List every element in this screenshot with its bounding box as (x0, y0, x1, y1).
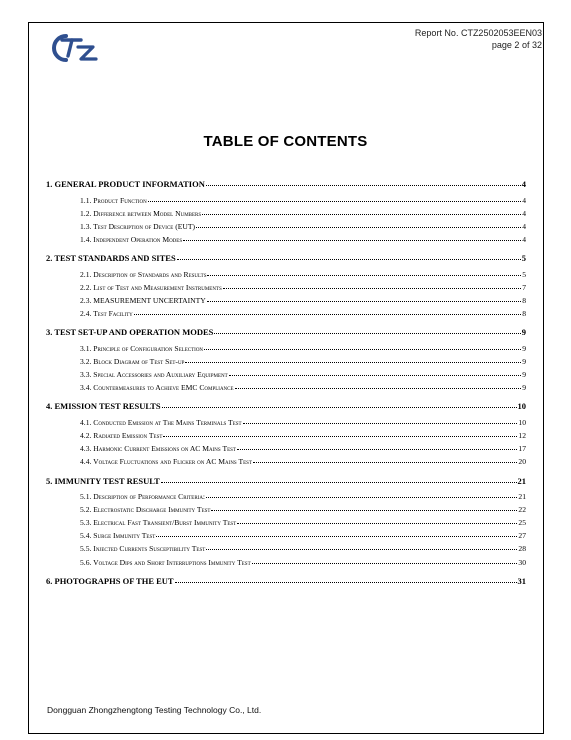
toc-leader-dots (163, 436, 517, 437)
toc-leader-dots (196, 227, 521, 228)
toc-subsection-entry[interactable] (80, 492, 526, 501)
toc-entry-page: 9 (521, 327, 526, 337)
toc-subsection-entry[interactable] (80, 431, 526, 440)
toc-leader-dots (223, 288, 521, 289)
toc-leader-dots (162, 407, 517, 408)
toc-leader-dots (161, 482, 517, 483)
toc-leader-dots (243, 423, 518, 424)
toc-entry-label: 2.2. List of Test and Measurement Instruments (80, 283, 222, 292)
toc-leader-dots (183, 240, 521, 241)
toc-entry-page: 5 (521, 253, 526, 263)
page-title: TABLE OF CONTENTS (203, 133, 368, 150)
footer-company: Dongguan Zhongzhengtong Testing Technology Co., Ltd. (47, 705, 262, 715)
toc-leader-dots (235, 388, 522, 389)
toc-leader-dots (148, 201, 522, 202)
toc-entry-page: 21 (518, 492, 526, 501)
toc-entry-label: 1.1. Product Function (80, 196, 147, 205)
toc-subsection-entry[interactable] (80, 418, 526, 427)
toc-subsection-entry[interactable] (80, 444, 526, 453)
toc-section-entry[interactable] (46, 401, 526, 411)
toc-subsection-entry[interactable] (80, 357, 526, 366)
toc-entry-label: 3.1. Principle of Configuration Selection (80, 344, 204, 353)
toc-subsection-entry[interactable] (80, 457, 526, 466)
toc-entry-label: 5.4. Surge Immunity Test (80, 531, 156, 540)
toc-entry-page: 17 (518, 444, 526, 453)
toc-entry-page: 28 (518, 544, 526, 553)
toc-leader-dots (206, 549, 517, 550)
toc-leader-dots (206, 497, 517, 498)
toc-entry-page: 4 (522, 209, 526, 218)
toc-leader-dots (207, 275, 521, 276)
toc-entry-page: 22 (518, 505, 526, 514)
toc-leader-dots (211, 510, 517, 511)
toc-entry-label: 5.6. Voltage Dips and Short Interruptions Immunity Test (80, 558, 251, 567)
toc-subsection-entry[interactable] (80, 222, 526, 231)
toc-subsection-entry[interactable] (80, 505, 526, 514)
toc-subsection-entry[interactable] (80, 296, 526, 305)
toc-entry-page: 25 (518, 518, 526, 527)
page-number (492, 40, 542, 51)
toc-subsection-entry[interactable] (80, 558, 526, 567)
toc-subsection-entry[interactable] (80, 344, 526, 353)
ctz-logo (48, 30, 100, 66)
toc-entry-label: 1. GENERAL PRODUCT INFORMATION (46, 179, 205, 189)
toc-entry-label: 4. EMISSION TEST RESULTS (46, 401, 161, 411)
toc-leader-dots (177, 259, 521, 260)
toc-entry-page: 9 (522, 383, 526, 392)
toc-entry-page: 4 (522, 235, 526, 244)
toc-entry-label: 1.2. Difference between Model Numbers (80, 209, 202, 218)
toc-leader-dots (237, 449, 517, 450)
toc-entry-page: 7 (522, 283, 526, 292)
toc-entry-page: 10 (518, 418, 526, 427)
toc-section-entry[interactable] (46, 576, 526, 586)
toc-leader-dots (185, 362, 521, 363)
toc-subsection-entry[interactable] (80, 383, 526, 392)
toc-entry-label: 4.2. Radiated Emission Test (80, 431, 163, 440)
toc-leader-dots (252, 563, 518, 564)
toc-entry-label: 5. IMMUNITY TEST RESULT (46, 476, 160, 486)
page-current: 2 (514, 40, 520, 50)
toc-section-entry[interactable] (46, 327, 526, 337)
toc-entry-page: 9 (522, 357, 526, 366)
toc-entry-page: 20 (518, 457, 526, 466)
toc-entry-page: 4 (521, 179, 526, 189)
toc-entry-label: 5.2. Electrostatic Discharge Immunity Test (80, 505, 211, 514)
toc-entry-page: 21 (517, 476, 526, 486)
toc-entry-label: 2.4. Test Facility (80, 309, 133, 318)
toc-leader-dots (253, 462, 517, 463)
toc-entry-label: 3.3. Special Accessories and Auxiliary Equipment (80, 370, 228, 379)
toc-subsection-entry[interactable] (80, 283, 526, 292)
page-prefix: page (491, 40, 512, 50)
toc-entry-label: 6. PHOTOGRAPHS OF THE EUT (46, 576, 174, 586)
toc-subsection-entry[interactable] (80, 370, 526, 379)
toc-entry-label: 5.5. Injected Currents Susceptibility Test (80, 544, 206, 553)
toc-entry-label: 5.3. Electrical Fast Transient/Burst Immunity Test (80, 518, 237, 527)
toc-subsection-entry[interactable] (80, 309, 526, 318)
toc-entry-label: 2. TEST STANDARDS AND SITES (46, 253, 176, 263)
toc-section-entry[interactable] (46, 253, 526, 263)
toc-leader-dots (202, 214, 521, 215)
toc-entry-page: 27 (518, 531, 526, 540)
toc-entry-page: 8 (522, 296, 526, 305)
toc-leader-dots (134, 314, 521, 315)
toc-entry-page: 30 (518, 558, 526, 567)
toc-subsection-entry[interactable] (80, 270, 526, 279)
toc-entry-page: 4 (522, 196, 526, 205)
toc-section-entry[interactable] (46, 476, 526, 486)
page-total: 32 (531, 40, 542, 50)
toc-entry-page: 5 (522, 270, 526, 279)
toc-entry-label: 3.2. Block Diagram of Test Set-up (80, 357, 185, 366)
toc-leader-dots (206, 185, 521, 186)
toc-subsection-entry[interactable] (80, 209, 526, 218)
toc-entry-page: 12 (518, 431, 526, 440)
toc-entry-label: 4.4. Voltage Fluctuations and Flicker on AC Mains Test (80, 457, 252, 466)
toc-subsection-entry[interactable] (80, 544, 526, 553)
toc-entry-label: 3.4. Countermeasures to Achieve EMC Compliance (80, 383, 234, 392)
toc-leader-dots (214, 333, 520, 334)
toc-subsection-entry[interactable] (80, 518, 526, 527)
toc-subsection-entry[interactable] (80, 196, 526, 205)
toc-entry-page: 8 (522, 309, 526, 318)
toc-entry-label: 2.1. Description of Standards and Results (80, 270, 207, 279)
toc-entry-page: 4 (522, 222, 526, 231)
toc-leader-dots (237, 523, 517, 524)
toc-entry-label: 4.1. Conducted Emission at The Mains Terminals Test (80, 418, 242, 427)
toc-entry-label: 3. TEST SET-UP AND OPERATION MODES (46, 327, 214, 337)
toc-entry-page: 9 (522, 370, 526, 379)
toc-entry-label: 1.3. Test Description of Device (EUT) (80, 222, 196, 231)
toc-leader-dots (175, 582, 517, 583)
page-of: of (521, 40, 530, 50)
toc-entry-page: 9 (522, 344, 526, 353)
toc-leader-dots (207, 301, 521, 302)
toc-entry-page: 10 (517, 401, 526, 411)
toc-leader-dots (156, 536, 517, 537)
toc-entry-label: 4.3. Harmonic Current Emissions on AC Mains Test (80, 444, 236, 453)
report-number: Report No. CTZ2502053EEN03 (414, 28, 542, 38)
toc-entry-label: 5.1. Description of Performance Criteria: (80, 492, 206, 501)
toc-section-entry[interactable] (46, 179, 526, 189)
toc-entry-label: 1.4. Independent Operation Modes (80, 235, 183, 244)
toc-subsection-entry[interactable] (80, 531, 526, 540)
toc-leader-dots (204, 349, 521, 350)
toc-entry-label: 2.3. MEASUREMENT UNCERTAINTY (80, 296, 206, 305)
toc-leader-dots (229, 375, 522, 376)
toc-subsection-entry[interactable] (80, 235, 526, 244)
toc-entry-page: 31 (517, 576, 526, 586)
